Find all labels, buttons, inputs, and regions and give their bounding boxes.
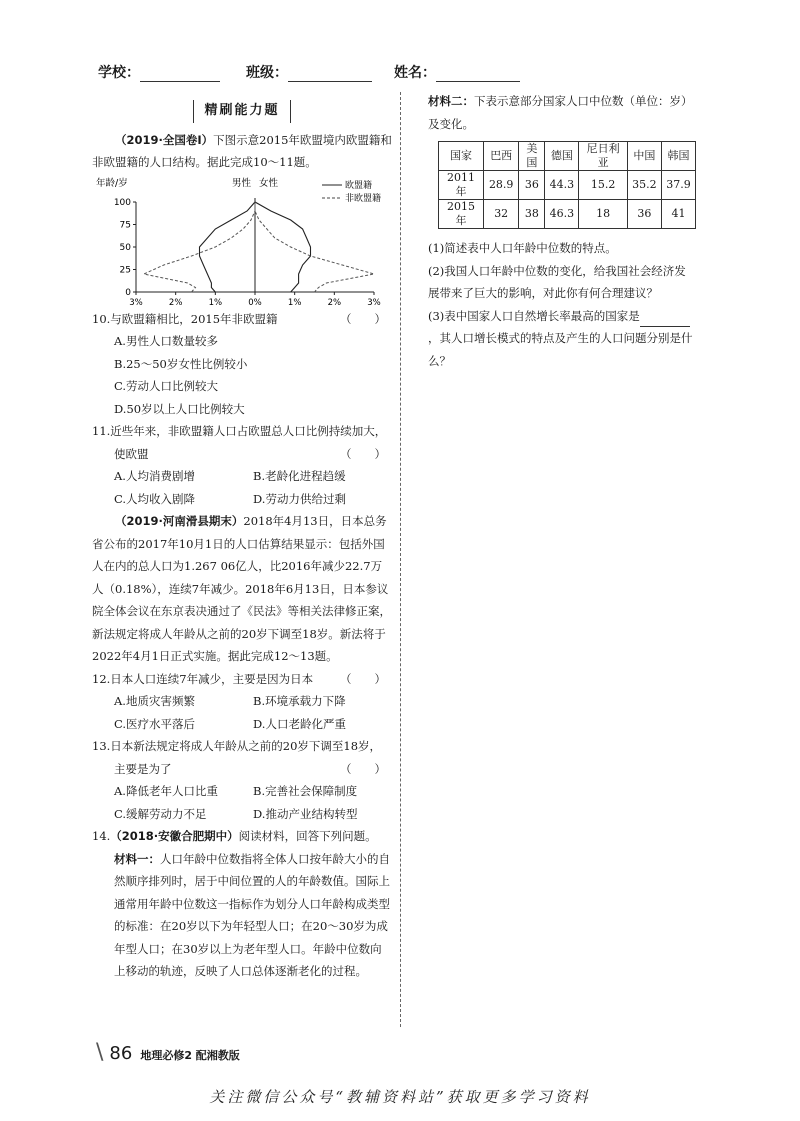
series-non-eu-outline xyxy=(144,202,374,292)
x-tick-label: 0% xyxy=(248,297,262,308)
option-b: B.完善社会保障制度 xyxy=(253,784,358,798)
female-label: 女性 xyxy=(259,177,279,189)
x-tick-label: 1% xyxy=(208,297,223,308)
median-age-table xyxy=(438,141,696,229)
table-cell: 国家 xyxy=(439,142,484,171)
table-cell: 韩国 xyxy=(661,142,695,171)
table-cell: 中国 xyxy=(627,142,661,171)
x-tick-label: 2% xyxy=(327,297,342,308)
book-title: 地理必修2 配湘教版 xyxy=(140,1049,240,1062)
sub-question-3: (3)表中国家人口自然增长率最高的国家是，其人口增长模式的特点及产生的人口问题分别是什么？ xyxy=(428,308,693,368)
option-c: C.人均收入剧降 xyxy=(114,491,196,506)
table-cell: 巴西 xyxy=(483,142,518,171)
option-a: A.地质灾害频繁 xyxy=(114,694,195,708)
material-two: 材料二：下表示意部分国家人口中位数（单位：岁）及变化。 xyxy=(428,94,693,131)
table-cell: 德国 xyxy=(545,142,579,171)
option-b: B.25～50岁女性比例较小 xyxy=(114,356,248,371)
population-pyramid-chart xyxy=(96,176,382,308)
legend-non-eu-label: 非欧盟籍 xyxy=(345,193,382,204)
right-column xyxy=(428,90,696,372)
table-cell: 15.2 xyxy=(579,171,628,200)
sub-question-1: (1)简述表中人口年龄中位数的特点。 xyxy=(428,241,617,255)
question-13: 13.日本新法规定将成人年龄从之前的20岁下调至18岁，主要是为了 （ ） A.降低老年人口比重 B.完善社会保障制度 C.缓解劳动力不足 D.推动产业结构转型 xyxy=(92,735,392,825)
option-c: C.医疗水平落后 xyxy=(114,716,196,731)
male-label: 男性 xyxy=(231,177,251,189)
option-c: C.劳动人口比例较大 xyxy=(114,379,219,393)
answer-bracket: （ ） xyxy=(340,671,386,686)
school-field: 学校： xyxy=(98,62,220,82)
material-one: 材料一：人口年龄中位数指将全体人口按年龄大小的自然顺序排列时，居于中间位置的人的年龄数值。国际上通常用年龄中位数这一指标作为划分人口年龄构成类型的标准：在20岁以下为年轻型人口；在20～30岁为成年型人口；在30岁以上为老年型人口。年龄中位数向上移动的轨迹，反映了人口总体逐渐老化的过程。 xyxy=(114,851,390,978)
table-cell: 2011年 xyxy=(439,171,484,200)
y-tick-label: 25 xyxy=(119,265,131,275)
option-d: D.推动产业结构转型 xyxy=(253,806,358,821)
table-row xyxy=(439,171,696,200)
page-footer: \ 86 地理必修2 配湘教版 xyxy=(96,1040,240,1065)
question-10: 10.与欧盟籍相比，2015年非欧盟籍 （ ） A.男性人口数量较多 B.25～50岁女性比例较小 C.劳动人口比例较大 D.50岁以上人口比例较大 xyxy=(92,308,392,421)
table-cell: 32 xyxy=(483,200,518,229)
column-divider xyxy=(400,92,401,1027)
y-axis-title: 年龄/岁 xyxy=(96,177,128,189)
table-cell: 2015年 xyxy=(439,200,484,229)
left-column xyxy=(92,100,392,983)
option-d: D.人口老龄化严重 xyxy=(253,716,346,731)
answer-blank[interactable] xyxy=(640,312,690,327)
table-cell: 35.2 xyxy=(627,171,661,200)
answer-bracket: （ ） xyxy=(340,311,386,326)
pyramid-svg xyxy=(96,176,382,308)
class-field: 班级： xyxy=(246,62,372,82)
intro-10-11: （2019·全国卷Ⅰ）下图示意2015年欧盟境内欧盟籍和非欧盟籍的人口结构。据此完成10～11题。 xyxy=(92,132,392,169)
student-info-header xyxy=(98,62,518,86)
x-tick-label: 2% xyxy=(168,297,183,308)
table-cell: 41 xyxy=(661,200,695,229)
y-tick-label: 0 xyxy=(125,287,131,298)
table-cell: 37.9 xyxy=(661,171,695,200)
table-cell: 36 xyxy=(627,200,661,229)
x-tick-label: 3% xyxy=(129,297,143,308)
name-field: 姓名： xyxy=(394,62,520,82)
option-d: D.劳动力供给过剩 xyxy=(253,491,346,506)
question-11: 11.近些年来，非欧盟籍人口占欧盟总人口比例持续加大，使欧盟 （ ） A.人均消费剧增 B.老龄化进程趋缓 C.人均收入剧降 D.劳动力供给过剩 xyxy=(92,420,392,510)
watermark-text: 关注微信公众号“教辅资料站”获取更多学习资料 xyxy=(209,1088,591,1106)
question-12: 12.日本人口连续7年减少，主要是因为日本 （ ） A.地质灾害频繁 B.环境承载力下降 C.医疗水平落后 D.人口老龄化严重 xyxy=(92,668,392,736)
sub-question-2: (2)我国人口年龄中位数的变化，给我国社会经济发展带来了巨大的影响，对此你有何合理建议？ xyxy=(428,263,686,300)
table-cell: 38 xyxy=(519,200,545,229)
table-cell: 美国 xyxy=(519,142,545,171)
question-14: 14.（2018·安徽合肥期中）阅读材料，回答下列问题。 材料一：人口年龄中位数指将全体人口按年龄大小的自然顺序排列时，居于中间位置的人的年龄数值。国际上通常用年龄中位数这一指标作为划分人口年龄构成类型的标准：在20岁以下为年轻型人口；在20～30岁为成年型人口；在30岁以上为老年型人口。年龄中位数向上移动的轨迹，反映了人口总体逐渐老化的过程。 xyxy=(92,825,392,983)
table-cell: 46.3 xyxy=(545,200,579,229)
y-tick-label: 75 xyxy=(119,220,131,230)
intro-12-13: （2019·河南滑县期末）2018年4月13日，日本总务省公布的2017年10月1日的人口估算结果显示：包括外国人在内的总人口为1.267 06亿人，比2016年减少22.7万人（0.18%），连续7年减少。2018年6月13日，日本参议院全体会议在东京表决通过了《民法》等相关法律修正案，新法规定将成人年龄从之前的20岁下调至18岁。新法将于2022年4月1日正式实施。据此完成12～13题。 xyxy=(92,514,391,663)
option-a: A.男性人口数量较多 xyxy=(114,334,218,348)
y-tick-label: 100 xyxy=(113,197,131,208)
answer-bracket: （ ） xyxy=(340,761,386,776)
section-title: 精刷能力题 xyxy=(92,100,392,123)
table-header-row xyxy=(439,142,696,171)
table-cell: 36 xyxy=(519,171,545,200)
option-b: B.环境承载力下降 xyxy=(253,694,346,708)
table-row xyxy=(439,200,696,229)
page-number: 86 xyxy=(109,1043,133,1064)
table-cell: 28.9 xyxy=(483,171,518,200)
option-b: B.老龄化进程趋缓 xyxy=(253,469,346,483)
table-cell: 44.3 xyxy=(545,171,579,200)
option-c: C.缓解劳动力不足 xyxy=(114,806,207,821)
option-a: A.降低老年人口比重 xyxy=(114,784,218,798)
y-tick-label: 50 xyxy=(119,242,131,253)
x-tick-label: 3% xyxy=(367,297,381,308)
legend-eu-label: 欧盟籍 xyxy=(345,180,373,191)
x-tick-label: 1% xyxy=(287,297,302,308)
option-a: A.人均消费剧增 xyxy=(114,469,195,483)
option-d: D.50岁以上人口比例较大 xyxy=(114,401,245,416)
answer-bracket: （ ） xyxy=(340,446,386,461)
table-cell: 18 xyxy=(579,200,628,229)
table-cell: 尼日利亚 xyxy=(579,142,628,171)
